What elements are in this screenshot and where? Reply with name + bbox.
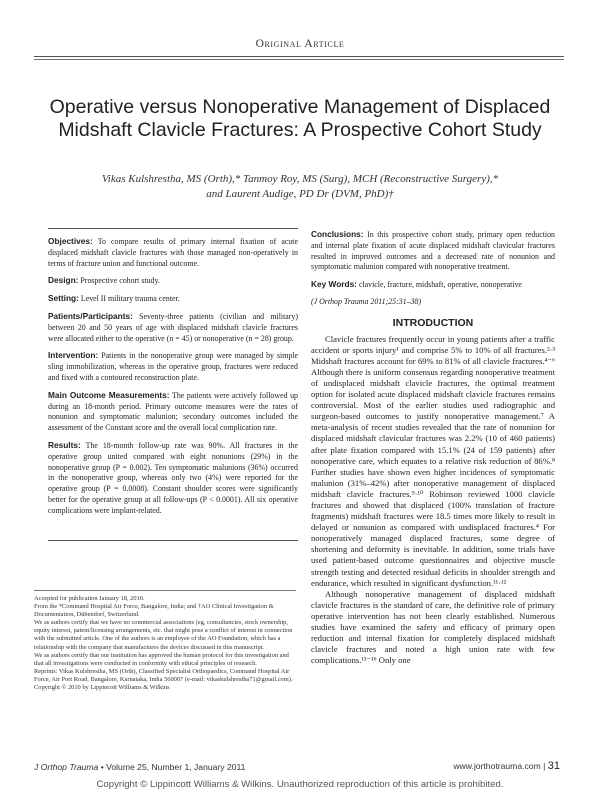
article-title: Operative versus Nonoperative Management of Displaced Midshaft Clavicle Fractures: A Prospective Cohort Study [49,96,551,141]
abstract-measures [48,390,298,434]
authors-line-1: Vikas Kulshrestha, MS (Orth),* Tanmoy Roy, MS (Surg), MCH (Reconstructive Surgery),* [101,173,499,185]
results-text: The 18-month follow-up rate was 90%. All fractures in the operative group united compared with eight nonunions (29%) in the nonoperative group (P = 0.002). Ten symptomatic malunions (36%) occurred in the nonoperative group, whereas only two (4%) were reported for the operative group (P = 0.0008). Constant shoulder scores were significantly better for the operative group at all follow-ups (P < 0.0001). All six operative complications were implant-related. [48,440,298,515]
footnote-copyright: Copyright © 2010 by Lippincott Williams & Wilkins [34,684,170,692]
footer-journal-name: J Orthop Trauma [34,762,99,772]
author-list [40,172,560,202]
footer-issue: • Volume 25, Number 1, January 2011 [98,762,246,772]
footnote-affiliations: From the *Command Hospital Air Force, Bangalore, India; and †AO Clinical Investigation & Documentation, Dübendorf, Switzerland. [34,603,274,619]
setting-text: Level II military trauma center. [80,294,180,304]
footnote-reprints: Reprints: Vikas Kulshrestha, MS (Orth), Classified Specialist Orthopaedics, Command Hospital Air Force, Air Port Road, Bangalore, Karnataka, India 560007 (e-mail: vikaskulshrestha71@gmail.com). [34,667,293,683]
journal-citation: (J Orthop Trauma 2011;25:31–38) [311,296,422,306]
abstract-objectives [48,236,298,269]
footnote-accepted: Accepted for publication January 18, 2010. [34,595,145,602]
introduction-heading: INTRODUCTION [392,316,474,329]
footer-url[interactable]: www.jorthotrauma.com [453,761,541,771]
page-number: 31 [547,760,560,772]
patients-label: Patients/Participants: [48,310,133,321]
abstract-patients [48,311,298,344]
objectives-label: Objectives: [48,236,93,246]
footer-journal-info [34,762,245,772]
design-label: Design: [48,275,79,286]
conclusions-label: Conclusions: [311,229,364,239]
introduction-body [311,334,555,667]
authors-line-2: and Laurent Audige, PD Dr (DVM, PhD)† [206,188,394,200]
footer-separator: | [540,761,548,771]
abstract-left-column [48,236,298,523]
copyright-notice: Copyright © Lippincott Williams & Wilkins. Unauthorized reproduction of this article is prohibited. [96,779,504,790]
footnote-conflict: We as authors certify that we have no commercial associations (eg, consultancies, stock ownership, equity interest, patent/licensing arrangements, etc. that might pose a conflict of interest in connection with the submitted article. One of the authors is an employee of the AO Foundation, which has a relationship with the company that manufactures the devices discussed in this manuscript. [34,619,293,651]
intro-paragraph-2: Although nonoperative management of displaced midshaft clavicle fractures is the standard of care, the definitive role of primary operative intervention has not been clearly established. Numerous studies have examined the safety and efficacy of primary open reduction and internal fixation for completely displaced midshaft clavicle fractures and noted a high union rate with few complications.¹³⁻¹⁶ Only one [311,588,555,666]
abstract-top-rule [48,228,298,229]
abstract-conclusions [311,229,555,273]
keywords-label: Key Words: [311,279,357,290]
keywords-text: clavicle, fracture, midshaft, operative, nonoperative [358,280,522,290]
footer-page-info [453,760,560,772]
patients-text: Seventy-three patients (civilian and military) between 20 and 50 years of age with displaced midshaft clavicle fractures were allocated either to the operative (n = 45) or nonoperative (n = 28) group. [48,311,299,343]
header-rule-thin [34,59,564,60]
setting-label: Setting: [48,293,79,304]
measures-text: The patients were actively followed up during an 18-month period. Primary outcome measures were the rates of nonunion and symptomatic malunion; secondary outcomes included the assessment of the Constant score and the overall local complication rate. [48,390,298,433]
abstract-keywords [311,279,555,291]
objectives-text: To compare results of primary internal fixation of acute displaced midshaft clavicle fractures with those managed non-operatively in terms of fracture union and functional outcome. [48,237,298,268]
conclusions-text: In this prospective cohort study, primary open reduction and internal plate fixation of acute displaced midshaft clavicular fractures resulted in improved outcomes and a decreased rate of nonunion and symptomatic malunion compared with nonoperative treatment. [311,230,555,272]
footnote-ethics: We as authors certify that our institution has approved the human protocol for this investigation and that all investigations were conducted in conformity with ethical principles of research. [34,651,289,667]
footnote-rule [34,590,296,591]
results-label: Results: [48,439,81,450]
design-text: Prospective cohort study. [80,276,160,286]
abstract-results [48,440,298,517]
header-rule [34,56,564,57]
abstract-design [48,275,298,287]
section-label: Original Article [255,38,345,50]
right-column [311,229,555,666]
footnotes [34,590,296,692]
abstract-bottom-rule [48,540,298,541]
abstract-setting [48,293,298,305]
measures-label: Main Outcome Measurements: [48,389,170,400]
intervention-text: Patients in the nonoperative group were managed by simple sling immobilization, whereas in the operative group, fractures were reduced and fixed with a contoured reconstruction plate. [48,351,298,382]
intervention-label: Intervention: [48,350,99,361]
abstract-intervention [48,350,298,383]
intro-paragraph-1: Clavicle fractures frequently occur in young patients after a traffic accident or sports injury¹ and comprise 5% to 10% of all fractures.²·³ Midshaft fractures account for 69% to 81% of all clavicle fractures.⁴⁻⁶ Although there is uniform consensus regarding nonoperative treatment of undisplaced midshaft clavicle fractures, the optimal treatment option for isolated acute displaced midshaft clavicle fractures remains controversial. Most of the earlier studies used radiographic and surgeon-based outcomes to justify nonoperative management.⁷ A meta-analysis of recent studies revealed that the rate of nonunion for displaced midshaft clavicular fractures was 2.2% (10 of 460 patients) after plate fixation compared with 15.1% (24 of 159 patients) after nonoperative care, which equates to a relative risk reduction of 86%.⁸ Further studies have shown even higher incidences of symptomatic malunion (31%–42%) after nonoperative management of displaced midshaft clavicle fractures.⁹·¹⁰ Robinson reviewed 1000 clavicle fractures and showed that displaced (100% translation of fracture fragments) midshaft fractures were 18.5 times more likely to result in delayed or nonunion as compared with undisplaced fractures.⁴ For nonoperatively managed displaced fractures, some degree of shortening and deformity is inevitable. In addition, some trials have used patient-based outcome questionnaires and objective muscle strength testing and detected residual deficits in shoulder strength and endurance, which resulted in significant dysfunction.¹¹·¹² [311,333,555,588]
